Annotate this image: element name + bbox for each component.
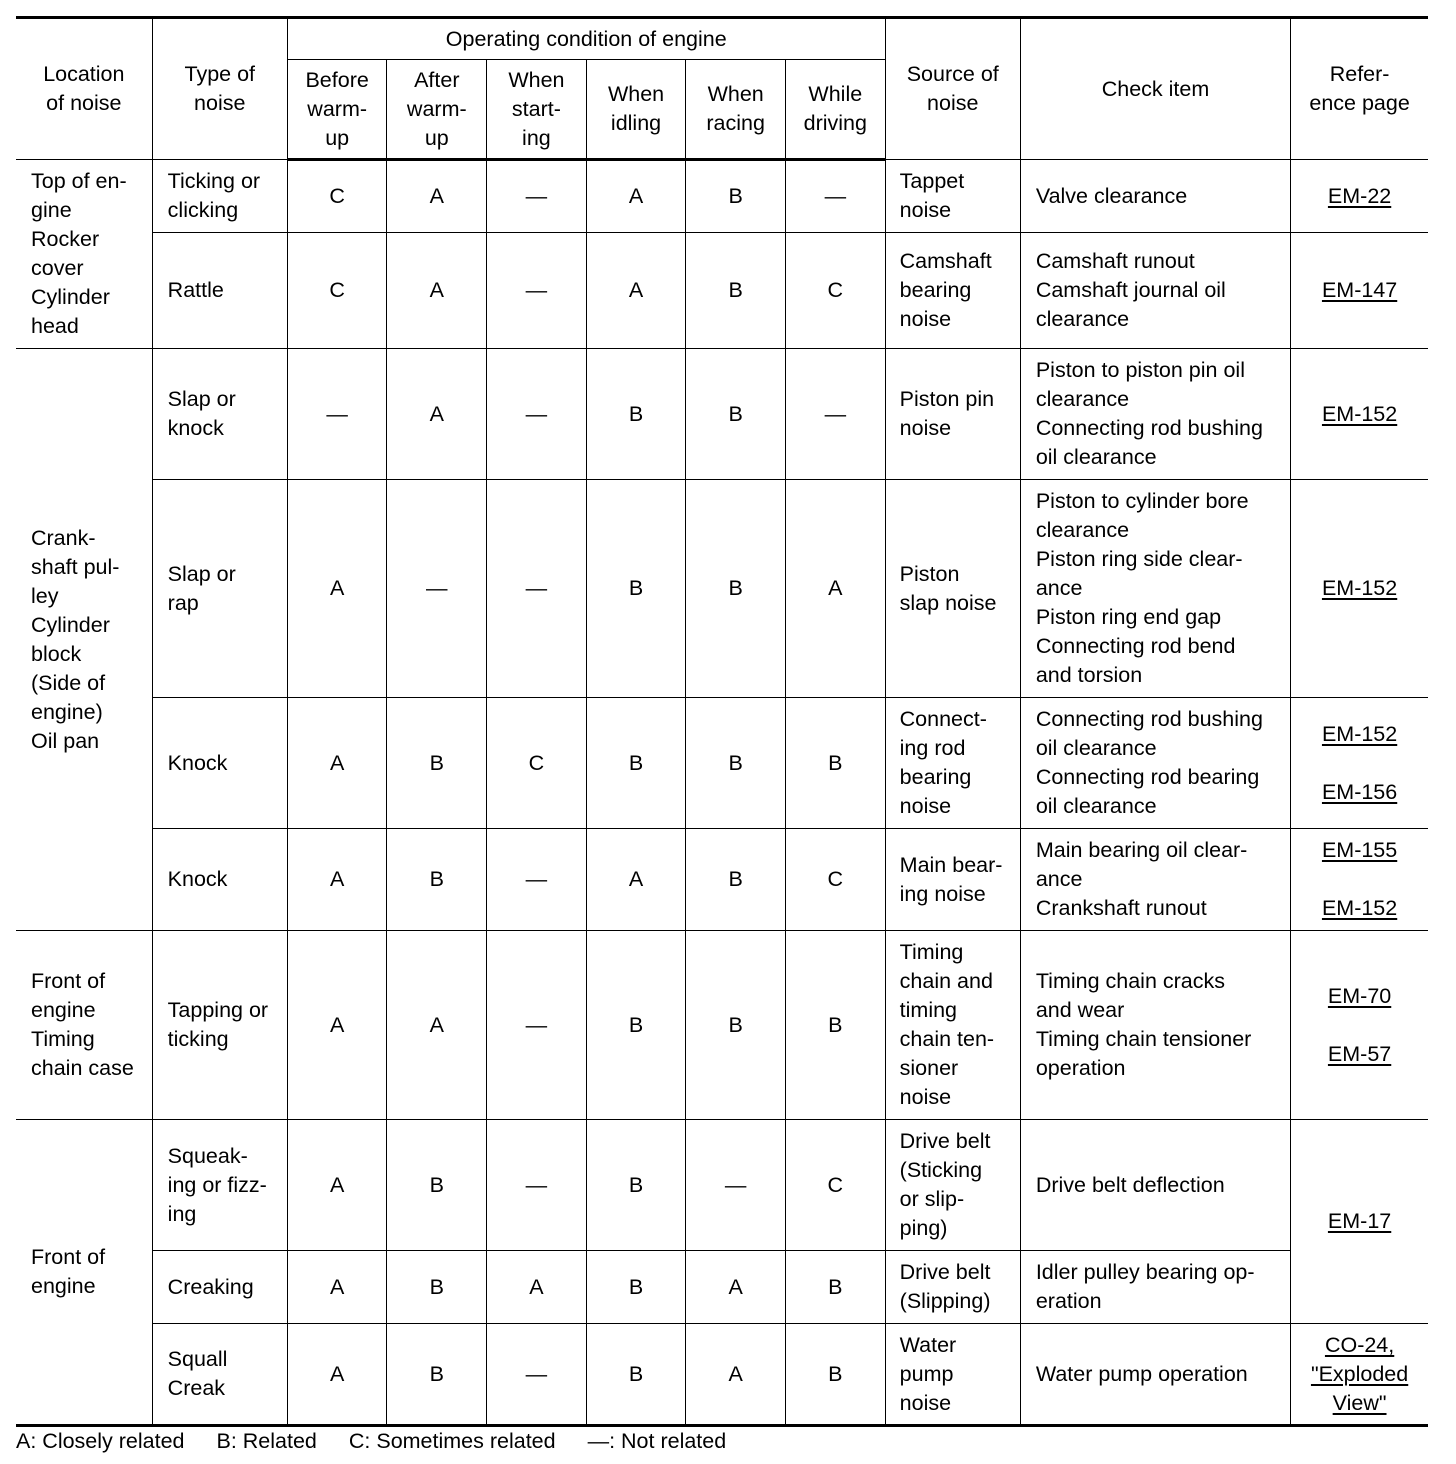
header-line: While bbox=[808, 82, 863, 106]
reference-cell bbox=[1291, 349, 1428, 480]
noise-source-cell bbox=[885, 160, 1020, 233]
check-item-line: clearance bbox=[1035, 387, 1130, 411]
check-item-cell bbox=[1020, 931, 1290, 1120]
condition-when-starting: C bbox=[487, 698, 587, 829]
noise-type-cell bbox=[152, 1251, 287, 1324]
location-line: Front of bbox=[31, 969, 106, 993]
header-when-idling bbox=[586, 60, 686, 160]
header-when-starting bbox=[487, 60, 587, 160]
condition-when-starting: — bbox=[487, 160, 587, 233]
condition-when-racing: A bbox=[686, 1251, 786, 1324]
condition-when-starting: — bbox=[487, 1324, 587, 1426]
location-line: shaft pul- bbox=[31, 554, 120, 579]
noise-source-line: Tappet bbox=[899, 169, 965, 193]
header-source bbox=[885, 18, 1020, 160]
noise-source-cell bbox=[885, 931, 1020, 1120]
check-item-line: ance bbox=[1035, 576, 1083, 600]
noise-source-cell bbox=[885, 349, 1020, 480]
condition-when-racing: B bbox=[686, 160, 786, 233]
check-item-line: oil clearance bbox=[1035, 736, 1157, 760]
header-reference-page bbox=[1291, 18, 1428, 160]
condition-after-warmup: A bbox=[387, 931, 487, 1120]
check-item-line: Main bearing oil clear- bbox=[1035, 838, 1248, 862]
condition-when-starting: — bbox=[487, 480, 587, 698]
check-item-line: Connecting rod bushing bbox=[1035, 416, 1263, 440]
header-line: noise bbox=[194, 91, 246, 115]
check-item-line: Valve clearance bbox=[1035, 183, 1188, 208]
table-row bbox=[16, 349, 1428, 480]
noise-type-line: Knock bbox=[167, 867, 228, 891]
location-line: Timing bbox=[31, 1027, 95, 1051]
condition-when-racing: — bbox=[686, 1120, 786, 1251]
location-line: engine bbox=[31, 998, 96, 1022]
noise-source-line: bearing bbox=[899, 278, 972, 302]
table-row bbox=[16, 480, 1428, 698]
header-operating-condition: Operating condition of engine bbox=[287, 18, 885, 60]
condition-while-driving: — bbox=[785, 349, 885, 480]
condition-when-starting: — bbox=[487, 829, 587, 931]
noise-type-cell bbox=[152, 1120, 287, 1251]
check-item-line: Connecting rod bearing bbox=[1035, 765, 1260, 789]
location-line: ley bbox=[31, 583, 59, 608]
noise-source-line: sioner bbox=[899, 1056, 959, 1080]
header-line: ence page bbox=[1309, 91, 1410, 115]
condition-after-warmup: A bbox=[387, 160, 487, 233]
condition-when-starting: — bbox=[487, 233, 587, 349]
noise-source-line: ing noise bbox=[899, 881, 986, 906]
location-line: head bbox=[31, 314, 79, 338]
header-after-warmup bbox=[387, 60, 487, 160]
reference-cell bbox=[1291, 1120, 1428, 1324]
condition-while-driving: B bbox=[785, 931, 885, 1120]
header-before-warmup bbox=[287, 60, 387, 160]
condition-after-warmup: B bbox=[387, 698, 487, 829]
condition-while-driving: B bbox=[785, 1324, 885, 1426]
header-location bbox=[16, 18, 152, 160]
reference-link[interactable]: EM-152 bbox=[1321, 896, 1398, 920]
location-line: Front of bbox=[31, 1245, 106, 1269]
condition-before-warmup: A bbox=[287, 829, 387, 931]
check-item-line: Piston ring end gap bbox=[1035, 605, 1222, 629]
legend-closely-related: A: Closely related bbox=[16, 1429, 185, 1453]
condition-after-warmup: A bbox=[387, 349, 487, 480]
condition-when-idling: B bbox=[586, 1324, 686, 1426]
check-item-line: and torsion bbox=[1035, 663, 1143, 687]
noise-type-line: Squeak- bbox=[167, 1143, 248, 1168]
noise-type-cell bbox=[152, 160, 287, 233]
condition-after-warmup: — bbox=[387, 480, 487, 698]
condition-before-warmup: A bbox=[287, 1251, 387, 1324]
header-line: After bbox=[414, 67, 460, 92]
reference-link[interactable]: EM-152 bbox=[1321, 721, 1398, 746]
check-item-cell bbox=[1020, 349, 1290, 480]
reference-link[interactable]: EM-152 bbox=[1321, 576, 1398, 600]
condition-before-warmup: A bbox=[287, 1324, 387, 1426]
condition-before-warmup: A bbox=[287, 1120, 387, 1251]
check-item-line: clearance bbox=[1035, 518, 1130, 542]
noise-source-line: noise bbox=[899, 198, 952, 222]
noise-type-cell bbox=[152, 233, 287, 349]
noise-source-line: timing bbox=[899, 998, 958, 1022]
header-line: idling bbox=[610, 111, 662, 135]
reference-link[interactable]: EM-152 bbox=[1321, 401, 1398, 426]
noise-source-line: Water bbox=[899, 1332, 957, 1357]
condition-when-starting: — bbox=[487, 349, 587, 480]
condition-after-warmup: B bbox=[387, 829, 487, 931]
condition-while-driving: C bbox=[785, 829, 885, 931]
noise-source-line: Timing bbox=[899, 940, 964, 964]
location-line: Cylinder bbox=[31, 285, 110, 309]
noise-source-cell bbox=[885, 1324, 1020, 1426]
reference-link[interactable]: EM-155 bbox=[1321, 838, 1398, 862]
condition-before-warmup: A bbox=[287, 480, 387, 698]
check-item-line: and wear bbox=[1035, 998, 1125, 1022]
reference-link[interactable]: "Exploded bbox=[1310, 1361, 1409, 1386]
condition-when-racing: A bbox=[686, 1324, 786, 1426]
condition-while-driving: A bbox=[785, 480, 885, 698]
check-item-line: Timing chain tensioner bbox=[1035, 1027, 1252, 1051]
condition-while-driving: B bbox=[785, 698, 885, 829]
condition-when-idling: B bbox=[586, 480, 686, 698]
check-item-line: Connecting rod bushing bbox=[1035, 707, 1263, 731]
noise-source-cell bbox=[885, 480, 1020, 698]
noise-type-line: Creak bbox=[167, 1376, 226, 1400]
noise-source-line: Main bear- bbox=[899, 852, 1003, 877]
condition-when-idling: B bbox=[586, 1120, 686, 1251]
check-item-line: operation bbox=[1035, 1056, 1126, 1080]
header-while-driving bbox=[785, 60, 885, 160]
check-item-cell bbox=[1020, 698, 1290, 829]
header-line: driving bbox=[803, 111, 867, 135]
header-type bbox=[152, 18, 287, 160]
noise-type-cell bbox=[152, 698, 287, 829]
header-line: Source of bbox=[906, 62, 999, 86]
location-line: block bbox=[31, 641, 82, 666]
noise-type-line: Slap or bbox=[167, 387, 236, 411]
location-line: gine bbox=[31, 198, 72, 222]
condition-before-warmup: — bbox=[287, 349, 387, 480]
legend bbox=[16, 1427, 752, 1456]
check-item-cell bbox=[1020, 480, 1290, 698]
header-line: When bbox=[508, 67, 565, 92]
check-item-line: clearance bbox=[1035, 307, 1130, 331]
noise-source-line: Drive belt bbox=[899, 1260, 991, 1284]
header-line: When bbox=[607, 82, 665, 106]
header-check-item: Check item bbox=[1020, 18, 1290, 160]
condition-after-warmup: B bbox=[387, 1324, 487, 1426]
noise-type-cell bbox=[152, 480, 287, 698]
condition-when-starting: — bbox=[487, 1120, 587, 1251]
location-line: Top of en- bbox=[31, 169, 127, 193]
noise-source-cell bbox=[885, 829, 1020, 931]
noise-source-line: Camshaft bbox=[899, 249, 992, 273]
condition-when-idling: A bbox=[586, 233, 686, 349]
location-line: Cylinder bbox=[31, 612, 110, 637]
engine-noise-table bbox=[16, 16, 1428, 1427]
condition-when-racing: B bbox=[686, 233, 786, 349]
noise-source-line: Piston pin bbox=[899, 387, 995, 411]
noise-source-line: noise bbox=[899, 416, 952, 440]
header-line: racing bbox=[706, 111, 765, 135]
reference-cell bbox=[1291, 480, 1428, 698]
noise-type-line: knock bbox=[167, 416, 224, 440]
noise-source-cell bbox=[885, 1120, 1020, 1251]
condition-while-driving: C bbox=[785, 233, 885, 349]
table-row bbox=[16, 1324, 1428, 1426]
noise-source-line: noise bbox=[899, 1390, 952, 1415]
table-row bbox=[16, 160, 1428, 233]
header-line: When bbox=[707, 82, 764, 106]
table-row bbox=[16, 1120, 1428, 1251]
noise-type-line: Slap or bbox=[167, 561, 236, 586]
noise-type-line: ing bbox=[167, 1201, 197, 1226]
condition-when-racing: B bbox=[686, 349, 786, 480]
location-line: Crank- bbox=[31, 525, 96, 550]
noise-type-line: Rattle bbox=[167, 278, 224, 302]
noise-source-line: chain ten- bbox=[899, 1027, 995, 1051]
check-item-line: Piston to piston pin oil bbox=[1035, 358, 1245, 382]
reference-link[interactable]: EM-70 bbox=[1327, 983, 1392, 1008]
location-line: Oil pan bbox=[31, 728, 100, 753]
condition-while-driving: C bbox=[785, 1120, 885, 1251]
noise-type-cell bbox=[152, 349, 287, 480]
noise-type-line: Squall bbox=[167, 1347, 228, 1371]
noise-source-line: slap noise bbox=[899, 590, 997, 615]
reference-cell bbox=[1291, 160, 1428, 233]
header-line: start- bbox=[511, 96, 561, 121]
noise-source-line: ing rod bbox=[899, 736, 966, 760]
noise-source-line: noise bbox=[899, 794, 952, 818]
condition-when-starting: A bbox=[487, 1251, 587, 1324]
table-row bbox=[16, 1251, 1428, 1324]
check-item-line: Connecting rod bend bbox=[1035, 634, 1236, 658]
condition-while-driving: B bbox=[785, 1251, 885, 1324]
noise-source-line: Drive belt bbox=[899, 1129, 991, 1153]
noise-source-line: chain and bbox=[899, 969, 993, 993]
condition-when-racing: B bbox=[686, 480, 786, 698]
condition-before-warmup: A bbox=[287, 931, 387, 1120]
noise-source-line: or slip- bbox=[899, 1187, 965, 1211]
header-line: of noise bbox=[46, 91, 122, 115]
location-line: chain case bbox=[31, 1056, 134, 1080]
reference-link[interactable]: EM-156 bbox=[1321, 779, 1398, 804]
condition-before-warmup: A bbox=[287, 698, 387, 829]
reference-link[interactable]: CO-24, bbox=[1324, 1332, 1395, 1357]
check-item-line: Camshaft runout bbox=[1035, 249, 1195, 273]
table-row bbox=[16, 931, 1428, 1120]
location-cell bbox=[16, 1120, 152, 1426]
check-item-line: oil clearance bbox=[1035, 794, 1157, 818]
reference-cell bbox=[1291, 698, 1428, 829]
check-item-cell bbox=[1020, 1251, 1290, 1324]
condition-while-driving: — bbox=[785, 160, 885, 233]
location-line: Rocker bbox=[31, 227, 100, 251]
header-line: warm- bbox=[307, 96, 368, 121]
check-item-line: Drive belt deflection bbox=[1035, 1172, 1225, 1197]
check-item-line: Crankshaft runout bbox=[1035, 896, 1207, 920]
noise-type-line: clicking bbox=[167, 198, 239, 222]
noise-source-line: Connect- bbox=[899, 707, 987, 731]
reference-link[interactable]: EM-17 bbox=[1327, 1209, 1392, 1233]
legend-not-related: —: Not related bbox=[587, 1429, 727, 1453]
noise-type-line: ing or fizz- bbox=[167, 1172, 267, 1197]
condition-when-starting: — bbox=[487, 931, 587, 1120]
check-item-cell bbox=[1020, 829, 1290, 931]
noise-type-line: Creaking bbox=[167, 1274, 254, 1299]
location-cell bbox=[16, 931, 152, 1120]
noise-type-cell bbox=[152, 931, 287, 1120]
noise-type-cell bbox=[152, 829, 287, 931]
condition-after-warmup: B bbox=[387, 1251, 487, 1324]
header-when-racing bbox=[686, 60, 786, 160]
condition-when-idling: A bbox=[586, 160, 686, 233]
reference-cell bbox=[1291, 829, 1428, 931]
condition-before-warmup: C bbox=[287, 160, 387, 233]
check-item-line: ance bbox=[1035, 867, 1083, 891]
noise-source-line: Piston bbox=[899, 561, 960, 586]
condition-when-idling: A bbox=[586, 829, 686, 931]
condition-when-idling: B bbox=[586, 349, 686, 480]
noise-source-cell bbox=[885, 698, 1020, 829]
reference-link[interactable]: View" bbox=[1332, 1390, 1387, 1415]
check-item-line: Camshaft journal oil bbox=[1035, 278, 1226, 302]
check-item-line: Idler pulley bearing op- bbox=[1035, 1260, 1255, 1284]
location-cell bbox=[16, 349, 152, 931]
check-item-cell bbox=[1020, 160, 1290, 233]
check-item-cell bbox=[1020, 1324, 1290, 1426]
location-line: cover bbox=[31, 256, 84, 280]
table-body bbox=[16, 160, 1428, 1426]
noise-source-line: (Sticking bbox=[899, 1158, 983, 1182]
reference-cell bbox=[1291, 233, 1428, 349]
check-item-cell bbox=[1020, 233, 1290, 349]
check-item-line: Piston to cylinder bore bbox=[1035, 489, 1249, 513]
legend-related: B: Related bbox=[216, 1429, 317, 1453]
header-line: up bbox=[424, 125, 449, 150]
reference-link[interactable]: EM-22 bbox=[1327, 183, 1392, 208]
check-item-line: Piston ring side clear- bbox=[1035, 547, 1243, 571]
table-row bbox=[16, 698, 1428, 829]
location-line: (Side of bbox=[31, 670, 106, 695]
condition-after-warmup: A bbox=[387, 233, 487, 349]
condition-when-racing: B bbox=[686, 698, 786, 829]
condition-when-idling: B bbox=[586, 698, 686, 829]
noise-type-line: ticking bbox=[167, 1027, 229, 1051]
reference-link[interactable]: EM-147 bbox=[1321, 278, 1398, 302]
reference-link[interactable]: EM-57 bbox=[1327, 1041, 1392, 1066]
header-line: Location bbox=[43, 62, 125, 86]
reference-cell bbox=[1291, 931, 1428, 1120]
table-row bbox=[16, 829, 1428, 931]
location-line: engine) bbox=[31, 699, 103, 724]
header-line: warm- bbox=[406, 96, 467, 121]
noise-type-line: Knock bbox=[167, 750, 228, 775]
noise-source-line: pump bbox=[899, 1361, 954, 1386]
noise-source-line: ping) bbox=[899, 1216, 948, 1240]
check-item-cell bbox=[1020, 1120, 1290, 1251]
noise-type-cell bbox=[152, 1324, 287, 1426]
noise-source-cell bbox=[885, 1251, 1020, 1324]
header-line: Before bbox=[305, 67, 369, 92]
check-item-line: eration bbox=[1035, 1289, 1102, 1313]
check-item-line: oil clearance bbox=[1035, 445, 1157, 469]
header-line: Type of bbox=[184, 62, 256, 86]
location-cell bbox=[16, 160, 152, 349]
check-item-line: Timing chain cracks bbox=[1035, 969, 1226, 993]
condition-when-racing: B bbox=[686, 931, 786, 1120]
table-row bbox=[16, 233, 1428, 349]
legend-sometimes-related: C: Sometimes related bbox=[348, 1429, 556, 1453]
noise-source-line: noise bbox=[899, 1085, 952, 1109]
noise-source-cell bbox=[885, 233, 1020, 349]
noise-source-line: (Slipping) bbox=[899, 1289, 991, 1313]
header-line: noise bbox=[927, 91, 979, 115]
header-line: up bbox=[325, 125, 350, 150]
noise-source-line: bearing bbox=[899, 765, 972, 789]
condition-before-warmup: C bbox=[287, 233, 387, 349]
location-line: engine bbox=[31, 1274, 96, 1298]
header-line: Refer- bbox=[1329, 62, 1390, 86]
noise-source-line: noise bbox=[899, 307, 952, 331]
condition-when-racing: B bbox=[686, 829, 786, 931]
condition-when-idling: B bbox=[586, 1251, 686, 1324]
check-item-line: Water pump operation bbox=[1035, 1361, 1248, 1386]
reference-cell bbox=[1291, 1324, 1428, 1426]
noise-type-line: rap bbox=[167, 590, 199, 615]
noise-type-line: Tapping or bbox=[167, 998, 269, 1022]
condition-after-warmup: B bbox=[387, 1120, 487, 1251]
noise-type-line: Ticking or bbox=[167, 169, 261, 193]
header-line: ing bbox=[522, 125, 551, 150]
condition-when-idling: B bbox=[586, 931, 686, 1120]
